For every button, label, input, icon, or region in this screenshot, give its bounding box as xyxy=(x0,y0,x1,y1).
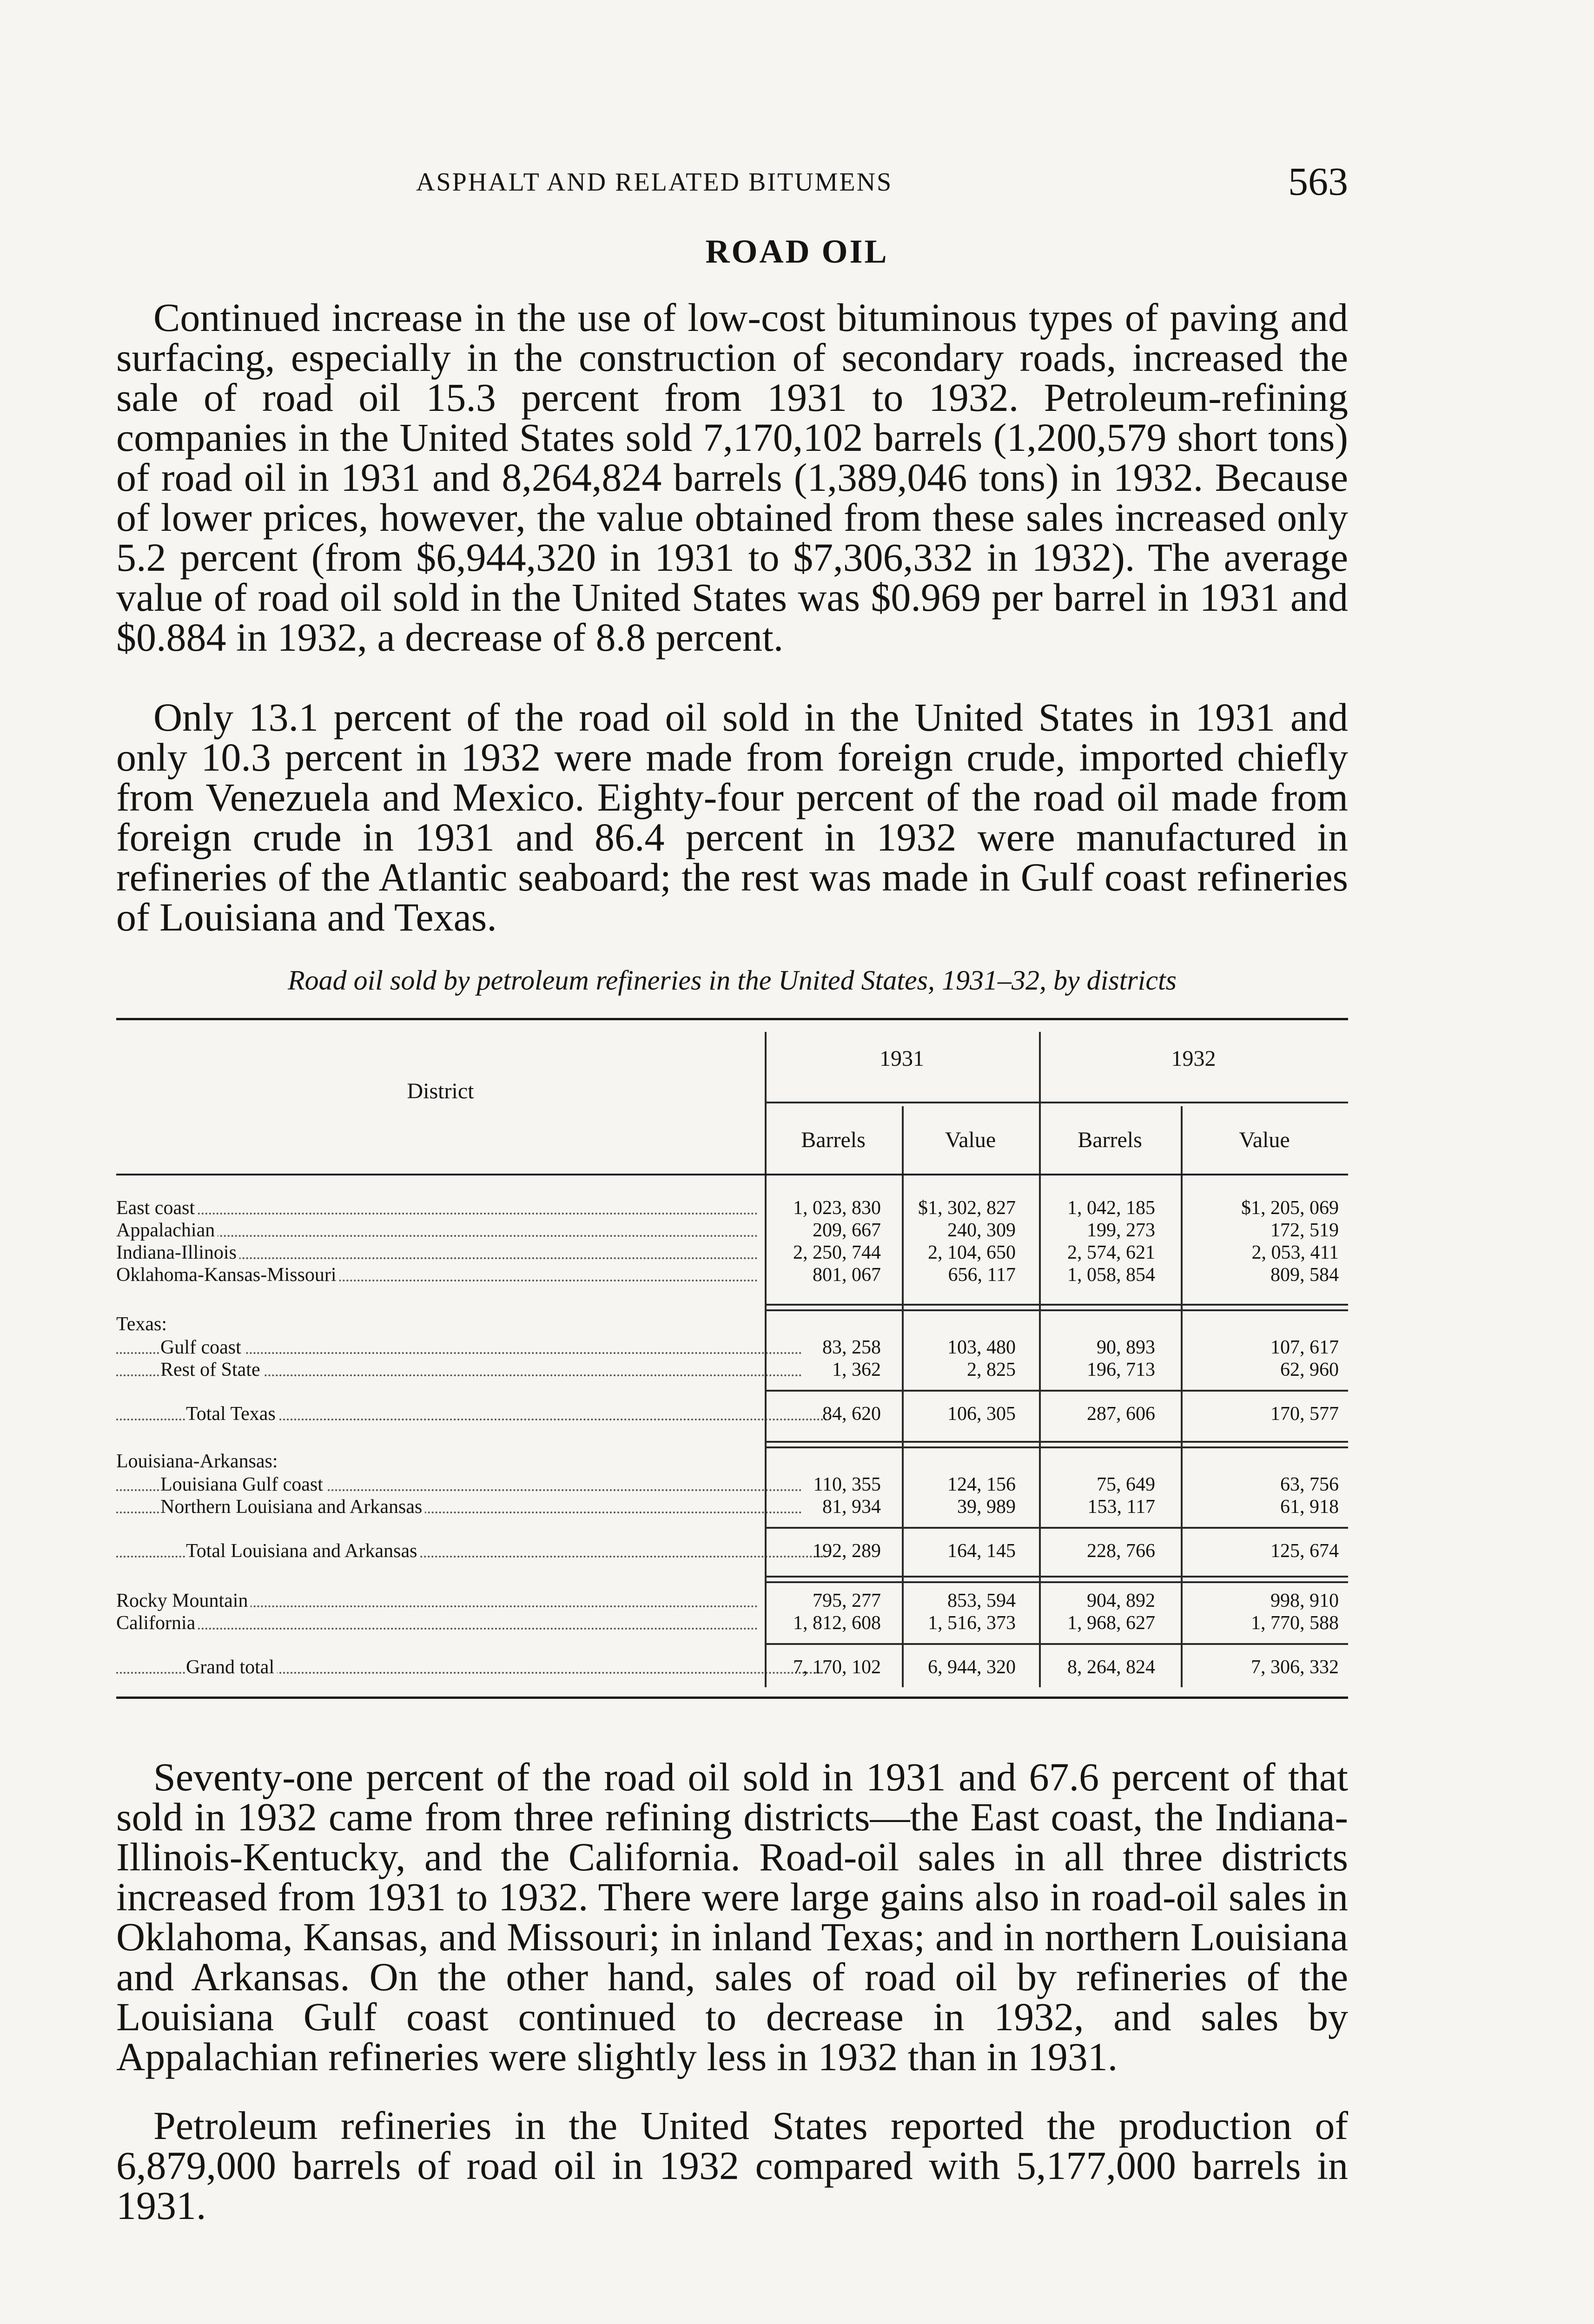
value-1932: 61, 918 xyxy=(1280,1496,1339,1518)
barrels-1932: 199, 273 xyxy=(1087,1220,1155,1241)
paragraph: Only 13.1 percent of the road oil sold in the United States in 1931 and only 10.3 percent in 1932 were made from foreign crude, imported chiefly from Venezuela and Mexico. Eighty-four percent of the road oil made from foreign crude in 1931 and 86.4 percent in 1932 were manufactured in refineries of the Atlantic seaboard; the rest was made in Gulf coast refineries of Louisiana and Texas. xyxy=(116,695,1348,939)
value-1931: 164, 145 xyxy=(947,1540,1016,1562)
barrels-1931: 1, 812, 608 xyxy=(793,1612,881,1634)
barrels-1932: 1, 042, 185 xyxy=(1067,1197,1155,1219)
group-header-texas: Texas: xyxy=(116,1314,167,1335)
value-1931: $1, 302, 827 xyxy=(918,1197,1016,1219)
value-1932: 170, 577 xyxy=(1270,1403,1339,1425)
value-1931: 853, 594 xyxy=(947,1590,1016,1611)
running-title: ASPHALT AND RELATED BITUMENS xyxy=(416,168,893,197)
barrels-1932: 90, 893 xyxy=(1097,1337,1155,1358)
section-rule xyxy=(765,1576,1348,1578)
value-1932: 809, 584 xyxy=(1270,1264,1339,1286)
barrels-1931: 1, 023, 830 xyxy=(793,1197,881,1219)
district-label: Northern Louisiana and Arkansas xyxy=(160,1496,425,1518)
barrels-1931-header: Barrels xyxy=(801,1128,866,1152)
barrels-1931: 192, 289 xyxy=(813,1540,881,1562)
barrels-1932: 2, 574, 621 xyxy=(1067,1242,1155,1263)
value-1931: 2, 825 xyxy=(967,1359,1016,1380)
group-header-louisiana-arkansas: Louisiana-Arkansas: xyxy=(116,1451,278,1472)
value-1932: 62, 960 xyxy=(1280,1359,1339,1380)
district-label: Rest of State xyxy=(160,1359,263,1380)
value-1931: 1, 516, 373 xyxy=(928,1612,1016,1634)
barrels-1932: 1, 058, 854 xyxy=(1067,1264,1155,1286)
district-label: Oklahoma-Kansas-Missouri xyxy=(116,1264,339,1286)
paragraph: Petroleum refineries in the United States reported the production of 6,879,000 barrels of road oil in 1932 compared with 5,177,000 barrels in 1931. xyxy=(116,2103,1348,2228)
year-1932-header: 1932 xyxy=(1171,1046,1216,1071)
table-row xyxy=(116,1219,1348,1241)
value-1932: 125, 674 xyxy=(1270,1540,1339,1562)
barrels-1931: 83, 258 xyxy=(822,1337,881,1358)
section-title: ROAD OIL xyxy=(705,233,889,270)
district-header: District xyxy=(407,1079,474,1103)
table-row xyxy=(116,1496,1348,1518)
barrels-1932: 8, 264, 824 xyxy=(1067,1657,1155,1678)
value-1931: 2, 104, 650 xyxy=(928,1242,1016,1263)
paragraph: Seventy-one percent of the road oil sold in 1931 and 67.6 percent of that sold in 1932 came from three refining districts—the East coast, the Indiana-Illinois-Kentucky, and the California. Road-oil sales in all three districts increased from 1931 to 1932. There were large gains also in road-oil sales in Oklahoma, Kansas, and Missouri; in inland Texas; and in northern Louisiana and Arkansas. On the other hand, sales of road oil by refineries of the Louisiana Gulf coast continued to decrease in 1932, and sales by Appalachian refineries were slightly less in 1932 than in 1931. xyxy=(116,1755,1348,2079)
barrels-1931: 84, 620 xyxy=(822,1403,881,1425)
district-label: Gulf coast xyxy=(160,1337,244,1358)
table-row xyxy=(116,1336,1348,1359)
year-header-rule xyxy=(765,1102,1348,1103)
barrels-1931: 209, 667 xyxy=(813,1220,881,1241)
barrels-1932: 1, 968, 627 xyxy=(1067,1612,1155,1634)
table-row xyxy=(116,1241,1348,1264)
table-caption: Road oil sold by petroleum refineries in the United States, 1931–32, by districts xyxy=(287,965,1177,996)
subtotal-rule xyxy=(765,1390,1348,1392)
section-rule xyxy=(765,1581,1348,1583)
district-label: Rocky Mountain xyxy=(116,1590,251,1611)
table-row xyxy=(116,1612,1348,1634)
value-1931: 6, 944, 320 xyxy=(928,1657,1016,1678)
header-bottom-rule xyxy=(116,1174,1348,1175)
district-label: Indiana-Illinois xyxy=(116,1242,239,1263)
table-top-rule xyxy=(116,1018,1348,1020)
value-1932: 63, 756 xyxy=(1280,1474,1339,1495)
running-header xyxy=(116,158,1348,209)
value-1931: 106, 305 xyxy=(947,1403,1016,1425)
barrels-1931: 795, 277 xyxy=(813,1590,881,1611)
value-1932: 2, 053, 411 xyxy=(1251,1242,1339,1263)
barrels-1932: 196, 713 xyxy=(1087,1359,1155,1380)
value-1932-header: Value xyxy=(1239,1128,1290,1152)
barrels-1931: 1, 362 xyxy=(832,1359,881,1380)
value-1932: 1, 770, 588 xyxy=(1251,1612,1339,1634)
section-rule xyxy=(765,1309,1348,1311)
table-row xyxy=(116,1359,1348,1381)
barrels-1931: 110, 355 xyxy=(813,1474,881,1495)
value-1931: 656, 117 xyxy=(948,1264,1016,1286)
district-label: California xyxy=(116,1612,198,1634)
district-label: Grand total xyxy=(186,1657,277,1678)
value-1931: 124, 156 xyxy=(947,1474,1016,1495)
section-rule xyxy=(765,1446,1348,1448)
barrels-1932: 287, 606 xyxy=(1087,1403,1155,1425)
district-label: Total Louisiana and Arkansas xyxy=(186,1540,420,1562)
value-1931: 240, 309 xyxy=(947,1220,1016,1241)
value-1932: $1, 205, 069 xyxy=(1241,1197,1339,1219)
value-1932: 172, 519 xyxy=(1270,1220,1339,1241)
value-1932: 7, 306, 332 xyxy=(1251,1657,1339,1678)
page-number: 563 xyxy=(1288,159,1348,204)
road-oil-table xyxy=(116,1018,1348,1724)
table-row xyxy=(116,1590,1348,1612)
barrels-1931: 801, 067 xyxy=(813,1264,881,1286)
district-label: Total Texas xyxy=(186,1403,278,1425)
value-1931-header: Value xyxy=(945,1128,996,1152)
table-row-total xyxy=(116,1540,1348,1562)
barrels-1932: 904, 892 xyxy=(1087,1590,1155,1611)
barrels-1932: 153, 117 xyxy=(1087,1496,1155,1518)
subtotal-rule xyxy=(765,1643,1348,1645)
barrels-1931: 81, 934 xyxy=(822,1496,881,1518)
table-row-grand-total xyxy=(116,1656,1348,1678)
value-1931: 39, 989 xyxy=(957,1496,1016,1518)
barrels-1932: 75, 649 xyxy=(1097,1474,1155,1495)
value-1932: 107, 617 xyxy=(1270,1337,1339,1358)
table-row-total xyxy=(116,1403,1348,1425)
barrels-1932: 228, 766 xyxy=(1087,1540,1155,1562)
district-label: East coast xyxy=(116,1197,198,1219)
barrels-1932-header: Barrels xyxy=(1078,1128,1142,1152)
district-label: Louisiana Gulf coast xyxy=(160,1474,326,1495)
district-label: Appalachian xyxy=(116,1220,218,1241)
subtotal-rule xyxy=(765,1527,1348,1529)
section-rule xyxy=(765,1441,1348,1443)
value-1931: 103, 480 xyxy=(947,1337,1016,1358)
value-1932: 998, 910 xyxy=(1270,1590,1339,1611)
table-bottom-rule xyxy=(116,1697,1348,1699)
table-row xyxy=(116,1473,1348,1496)
barrels-1931: 7, 170, 102 xyxy=(793,1657,881,1678)
year-1931-header: 1931 xyxy=(880,1046,924,1071)
section-rule xyxy=(765,1304,1348,1306)
table-row xyxy=(116,1264,1348,1286)
table-row xyxy=(116,1197,1348,1219)
barrels-1931: 2, 250, 744 xyxy=(793,1242,881,1263)
paragraph: Continued increase in the use of low-cost bituminous types of paving and surfacing, especially in the construction of secondary roads, increased the sale of road oil 15.3 percent from 1931 to 1932. Petroleum-refining companies in the United States sold 7,170,102 barrels (1,200,579 short tons) of road oil in 1931 and 8,264,824 barrels (1,389,046 tons) in 1932. Because of lower prices, however, the value obtained from these sales increased only 5.2 percent (from $6,944,320 in 1931 to $7,306,332 in 1932). The average value of road oil sold in the United States was $0.969 per barrel in 1931 and $0.884 in 1932, a decrease of 8.8 percent. xyxy=(116,295,1348,660)
